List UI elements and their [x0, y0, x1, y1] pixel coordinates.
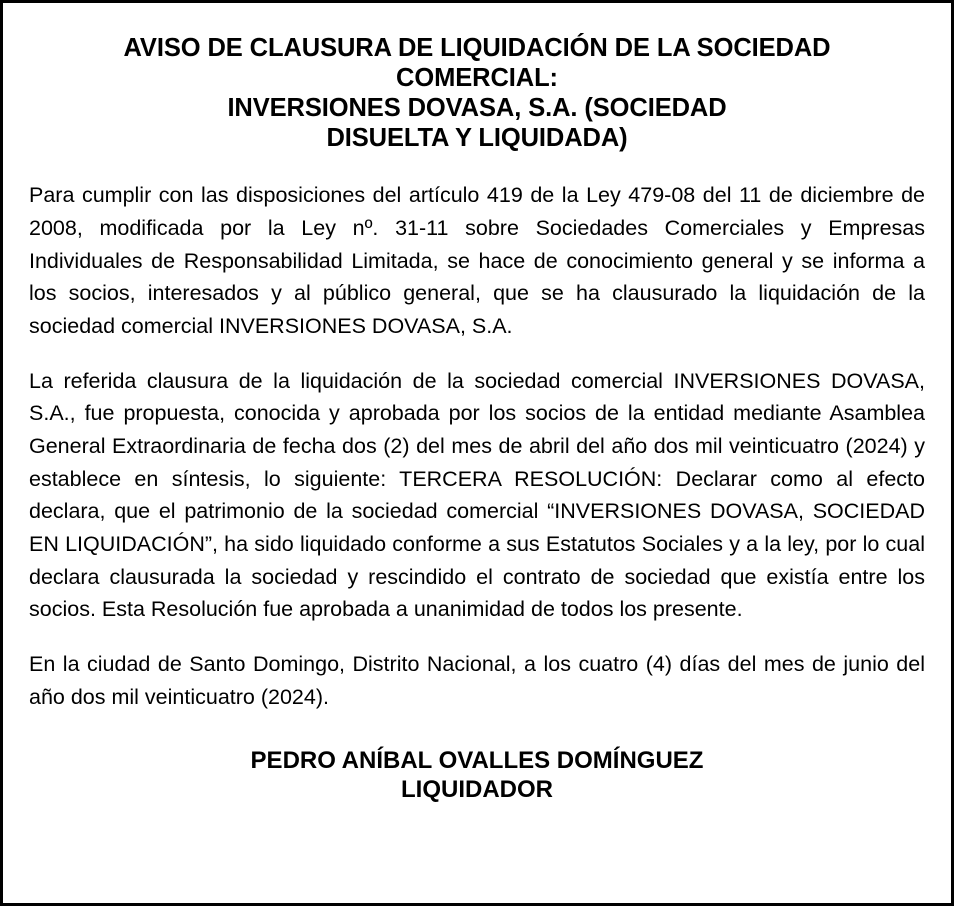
signatory-role: LIQUIDADOR: [401, 776, 553, 804]
notice-title-line-3: INVERSIONES DOVASA, S.A. (SOCIEDAD: [227, 94, 727, 123]
notice-paragraph-2: La referida clausura de la liquidación de la sociedad comercial INVERSIONES DOVASA, S.A., fue propuesta, conocida y aprobada por los socios de la entidad mediante Asamblea General Extraordinaria de fecha dos (2) del mes de abril del año dos mil veinticuatro (2024) y establece en síntesis, lo siguiente: TERCERA RESOLUCIÓN: Declarar como al efecto declara, que el patrimonio de la sociedad comercial “INVERSIONES DOVASA, SOCIEDAD EN LIQUIDACIÓN”, ha sido liquidado conforme a sus Estatutos Sociales y a la ley, por lo cual declara clausurada la sociedad y rescindido el contrato de sociedad que existía entre los socios. Esta Resolución fue aprobada a unanimidad de todos los presente.: [29, 368, 925, 622]
notice-paragraph-1: Para cumplir con las disposiciones del artículo 419 de la Ley 479-08 del 11 de diciembre de 2008, modificada por la Ley nº. 31-11 sobre Sociedades Comerciales y Empresas Individuales de Responsabilidad Limitada, se hace de conocimiento general y se informa a los socios, interesados y al público general, que se ha clausurado la liquidación de la sociedad comercial INVERSIONES DOVASA, S.A.: [29, 183, 925, 338]
notice-title: [29, 33, 925, 153]
signatory-name: PEDRO ANÍBAL OVALLES DOMÍNGUEZ: [250, 747, 704, 775]
notice-title-line-4: DISUELTA Y LIQUIDADA): [326, 124, 628, 153]
signature-block: [29, 747, 925, 805]
notice-title-line-1: AVISO DE CLAUSURA DE LIQUIDACIÓN DE LA SOCIEDAD: [123, 34, 831, 62]
notice-title-line-2: COMERCIAL:: [396, 64, 558, 93]
notice-body: [29, 179, 925, 713]
notice-paragraph-3: En la ciudad de Santo Domingo, Distrito Nacional, a los cuatro (4) días del mes de junio del año dos mil veinticuatro (2024).: [29, 652, 925, 709]
